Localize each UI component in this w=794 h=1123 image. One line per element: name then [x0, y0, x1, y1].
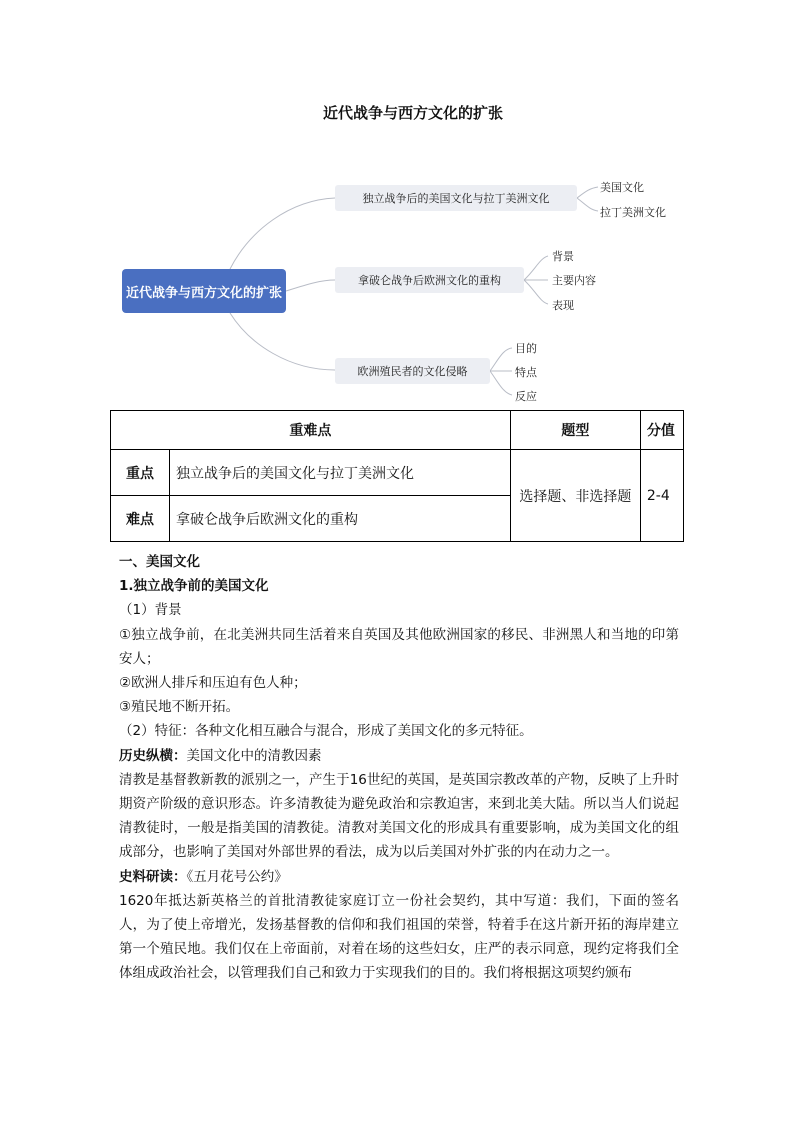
page-title: 近代战争与西方文化的扩张: [322, 104, 503, 122]
history-heading: [119, 744, 679, 768]
table-header: 分值: [640, 411, 683, 450]
mind-map-leaf: 表现: [552, 299, 574, 312]
mind-map-leaf: 主要内容: [552, 274, 596, 287]
paragraph: ①独立战争前，在北美洲共同生活着来自英国及其他欧洲国家的移民、非洲黑人和当地的印第安人；: [119, 626, 679, 667]
paragraph: 清教是基督教新教的派别之一，产生于16世纪的英国，是英国宗教改革的产物，反映了上升时期资产阶级的意识形态。许多清教徒为避免政治和宗教迫害，来到北美大陆。所以当人们说起清教徒时，一般是指美国的清教徒。清教对美国文化的形成具有重要影响，成为美国文化的组成部分，也影响了美国对外部世界的看法，成为以后美国对外扩张的内在动力之一。: [119, 771, 679, 861]
table-header: 重难点: [111, 411, 511, 450]
question-type-cell: 选择题、非选择题: [510, 450, 640, 542]
history-label: 历史纵横：: [119, 747, 187, 764]
paragraph: ③殖民地不断开拓。: [119, 699, 240, 716]
table-header-row: [111, 411, 684, 450]
table-row: [111, 450, 684, 496]
table-header: 题型: [510, 411, 640, 450]
mind-map-leaf: 拉丁美洲文化: [600, 206, 666, 219]
mind-map-leaf: 背景: [552, 250, 574, 263]
mind-map-leaf: 目的: [515, 342, 537, 355]
row-content: 独立战争后的美国文化与拉丁美洲文化: [170, 450, 511, 496]
document-body: [119, 550, 679, 986]
source-title: 《五月花号公约》: [186, 868, 288, 885]
mind-map: [0, 0, 794, 420]
source-label: 史料研读：: [119, 868, 187, 885]
mind-map-root: 近代战争与西方文化的扩张: [122, 269, 286, 313]
row-label: 难点: [111, 496, 170, 542]
key-points-table: [110, 410, 684, 542]
mind-map-leaf: 反应: [515, 390, 537, 403]
history-title: 美国文化中的清教因素: [186, 747, 322, 764]
mind-map-branch: 拿破仑战争后欧洲文化的重构: [335, 267, 524, 293]
source-heading: [119, 865, 679, 889]
paragraph: ②欧洲人排斥和压迫有色人种；: [119, 675, 307, 692]
section-heading: 一、美国文化: [119, 554, 200, 570]
mind-map-leaf: 美国文化: [600, 181, 644, 194]
paragraph: （1）背景: [119, 602, 182, 619]
mind-map-leaf: 特点: [515, 366, 537, 379]
paragraph: 1620年抵达新英格兰的首批清教徒家庭订立一份社会契约，其中写道：我们，下面的签名人，为了使上帝增光，发扬基督教的信仰和我们祖国的荣誉，特着手在这片新开拓的海岸建立第一个殖民地。我们仅在上帝面前，对着在场的这些妇女，庄严的表示同意，现约定将我们全体组成政治社会，以管理我们自己和致力于实现我们的目的。我们将根据这项契约颁布: [119, 892, 679, 982]
mind-map-branch: 欧洲殖民者的文化侵略: [335, 358, 490, 384]
subsection-heading: 1.独立战争前的美国文化: [119, 578, 269, 595]
row-label: 重点: [111, 450, 170, 496]
row-content: 拿破仑战争后欧洲文化的重构: [170, 496, 511, 542]
score-cell: 2-4: [640, 450, 683, 542]
mind-map-branch: 独立战争后的美国文化与拉丁美洲文化: [335, 185, 577, 211]
paragraph: （2）特征：各种文化相互融合与混合，形成了美国文化的多元特征。: [119, 723, 533, 740]
